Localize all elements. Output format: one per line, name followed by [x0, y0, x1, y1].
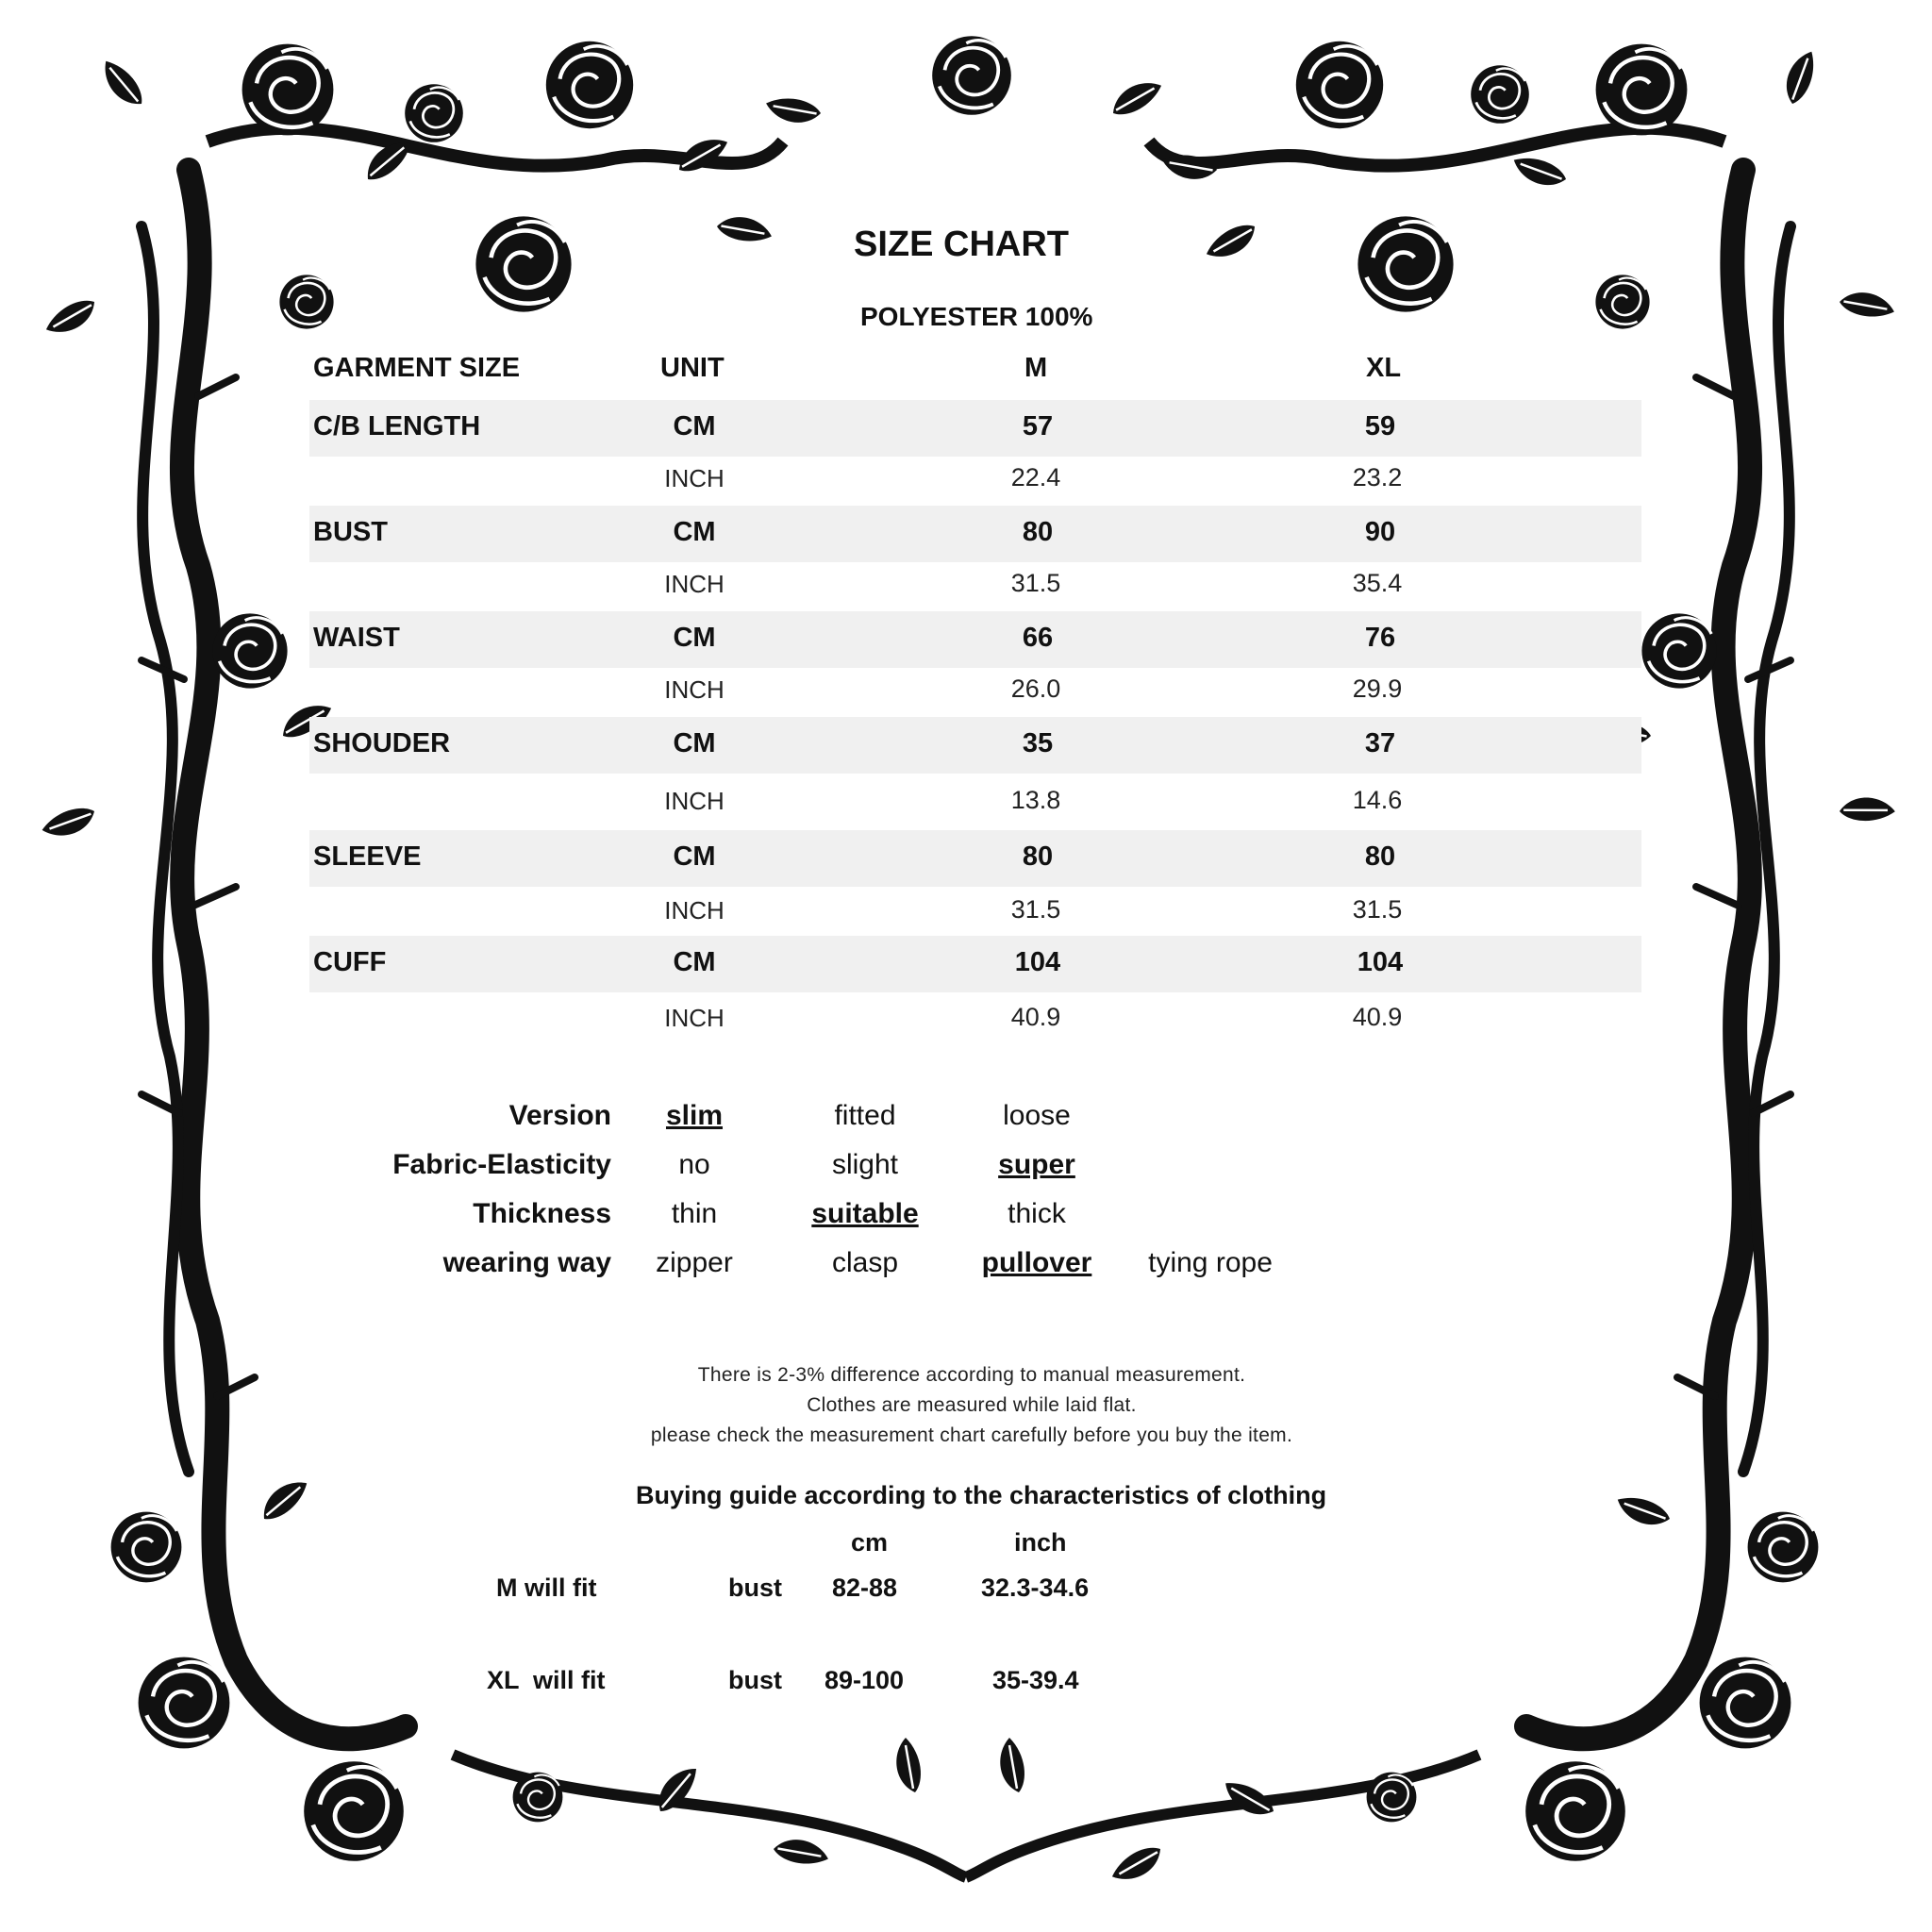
attr-label-thickness: Thickness [473, 1198, 611, 1229]
value-m-inch: 31.5 [1010, 569, 1061, 597]
guide-title: Buying guide according to the characteristics of clothing [636, 1481, 1327, 1509]
value-xl-cm: 90 [1364, 517, 1396, 547]
attr-option-selected: suitable [811, 1198, 919, 1229]
value-xl-inch: 23.2 [1352, 463, 1403, 491]
note-line: Clothes are measured while laid flat. [807, 1394, 1137, 1416]
row-band [309, 400, 1641, 457]
attr-option-selected: slim [665, 1100, 724, 1131]
guide-row-inch: 35-39.4 [992, 1666, 1079, 1694]
row-label: WAIST [313, 623, 400, 653]
attr-option-selected: pullover [981, 1247, 1092, 1278]
value-m-cm: 80 [1022, 841, 1054, 872]
page-title: SIZE CHART [854, 225, 1069, 264]
value-xl-inch: 40.9 [1352, 1003, 1403, 1031]
guide-col-cm: cm [851, 1528, 889, 1557]
attr-option: tying rope [1148, 1247, 1273, 1278]
value-xl-cm: 76 [1364, 623, 1396, 653]
value-m-cm: 57 [1022, 411, 1054, 441]
note-line: There is 2-3% difference according to manual measurement. [697, 1364, 1246, 1386]
attr-option: loose [1003, 1100, 1071, 1131]
unit-inch: INCH [664, 1004, 724, 1032]
row-band [309, 830, 1641, 887]
attr-option: no [678, 1149, 710, 1180]
header-size-xl: XL [1366, 353, 1402, 383]
row-label: SHOUDER [313, 728, 451, 758]
guide-row-part: bust [728, 1574, 782, 1602]
row-label: CUFF [313, 947, 387, 977]
value-m-inch: 40.9 [1010, 1003, 1061, 1031]
guide-row-label: XL will fit [487, 1666, 606, 1694]
unit-inch: INCH [664, 570, 724, 598]
guide-row-inch: 32.3-34.6 [981, 1574, 1090, 1602]
attr-option: clasp [831, 1247, 899, 1278]
value-xl-cm: 59 [1364, 411, 1396, 441]
guide-row-part: bust [728, 1666, 782, 1694]
header-unit: UNIT [660, 353, 724, 383]
unit-cm: CM [673, 841, 716, 872]
attr-option: thick [1008, 1198, 1066, 1229]
value-xl-cm: 104 [1357, 947, 1404, 977]
value-xl-inch: 31.5 [1352, 895, 1403, 924]
row-label: BUST [313, 517, 388, 547]
unit-cm: CM [673, 411, 716, 441]
value-m-inch: 22.4 [1010, 463, 1061, 491]
header-size-m: M [1024, 353, 1048, 383]
attr-label-wearing-way: wearing way [442, 1247, 611, 1278]
value-m-cm: 80 [1022, 517, 1054, 547]
unit-cm: CM [673, 947, 716, 977]
unit-inch: INCH [664, 896, 724, 924]
value-m-cm: 66 [1022, 623, 1054, 653]
unit-cm: CM [673, 623, 716, 653]
row-band [309, 611, 1641, 668]
attr-option: fitted [834, 1100, 896, 1131]
guide-row-cm: 82-88 [832, 1574, 898, 1602]
attr-label-version: Version [508, 1100, 611, 1131]
value-m-inch: 26.0 [1010, 675, 1061, 703]
value-xl-inch: 35.4 [1352, 569, 1403, 597]
row-label: C/B LENGTH [313, 411, 481, 441]
attr-option: thin [671, 1198, 718, 1229]
value-m-cm: 104 [1014, 947, 1061, 977]
unit-inch: INCH [664, 787, 724, 815]
row-band [309, 936, 1641, 992]
value-m-inch: 31.5 [1010, 895, 1061, 924]
value-xl-inch: 14.6 [1352, 786, 1403, 814]
value-m-inch: 13.8 [1010, 786, 1061, 814]
row-label: SLEEVE [313, 841, 422, 872]
unit-inch: INCH [664, 464, 724, 492]
row-band [309, 717, 1641, 774]
unit-inch: INCH [664, 675, 724, 704]
value-m-cm: 35 [1022, 728, 1054, 758]
attr-option-selected: super [998, 1149, 1075, 1180]
value-xl-cm: 37 [1364, 728, 1396, 758]
guide-col-inch: inch [1014, 1528, 1067, 1557]
row-band [309, 506, 1641, 562]
unit-cm: CM [673, 728, 716, 758]
attr-option: zipper [656, 1247, 733, 1278]
value-xl-cm: 80 [1364, 841, 1396, 872]
note-line: please check the measurement chart carefully before you buy the item. [650, 1424, 1293, 1446]
attr-option: slight [831, 1149, 899, 1180]
attr-label-elasticity: Fabric-Elasticity [392, 1149, 611, 1180]
header-garment-size: GARMENT SIZE [313, 353, 521, 383]
unit-cm: CM [673, 517, 716, 547]
value-xl-inch: 29.9 [1352, 675, 1403, 703]
material-label: POLYESTER 100% [860, 302, 1093, 331]
guide-row-cm: 89-100 [824, 1666, 905, 1694]
guide-row-label: M will fit [496, 1574, 597, 1602]
